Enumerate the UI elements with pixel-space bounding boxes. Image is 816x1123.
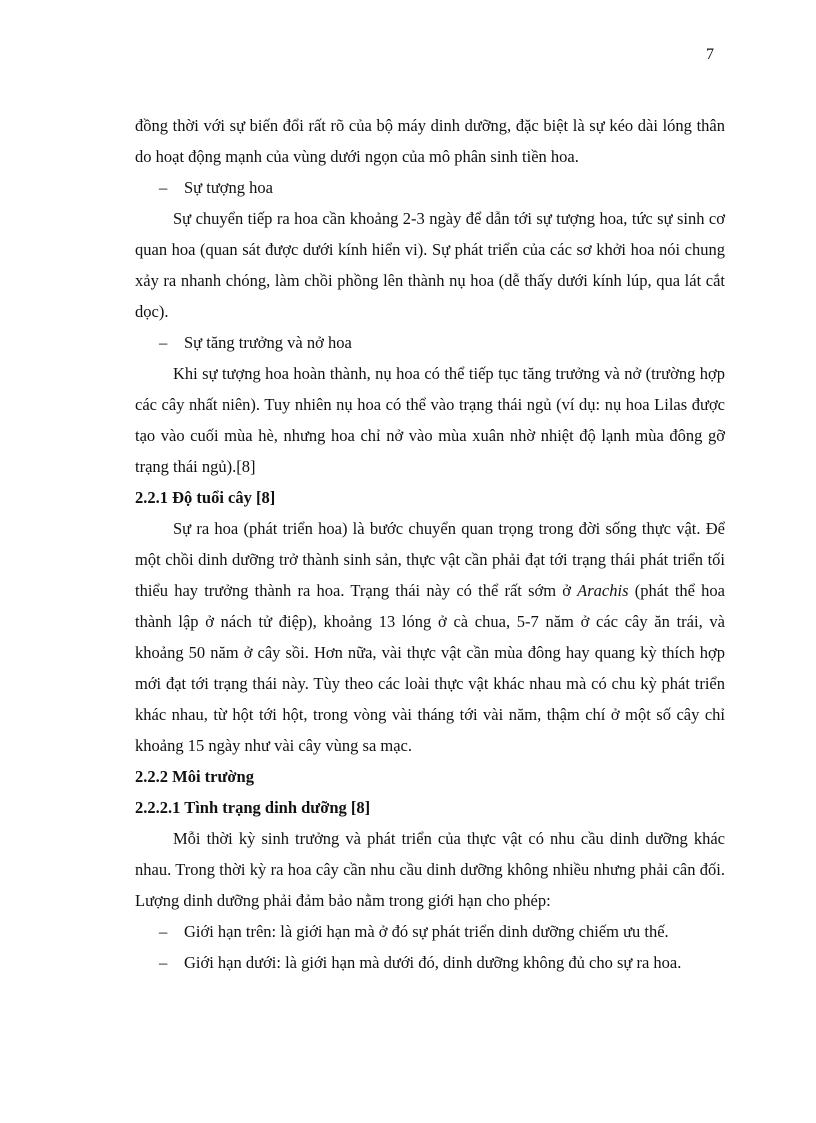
dash-bullet: – [159, 953, 168, 972]
bullet-text: Sự tượng hoa [184, 178, 273, 197]
subsection-heading: 2.2.2.1 Tình trạng dinh dưỡng [8] [135, 798, 371, 817]
bullet-text: Giới hạn trên: là giới hạn mà ở đó sự phát triển dinh dưỡng chiếm ưu thế. [184, 922, 669, 941]
dash-bullet: – [159, 333, 168, 352]
bullet-text: Giới hạn dưới: là giới hạn mà dưới đó, dinh dưỡng không đủ cho sự ra hoa. [184, 953, 682, 972]
paragraph: Khi sự tượng hoa hoàn thành, nụ hoa có thể tiếp tục tăng trưởng và nở (trường hợp các cây nhất niên). Tuy nhiên nụ hoa có thể vào trạng thái ngủ (ví dụ: nụ hoa Lilas được tạo vào cuối mùa hè, nhưng hoa chỉ nở vào mùa xuân nhờ nhiệt độ lạnh mùa đông gỡ trạng thái ngủ).[8] [135, 364, 725, 476]
paragraph-continuation: đồng thời với sự biến đổi rất rõ của bộ máy dinh dưỡng, đặc biệt là sự kéo dài lóng thân do hoạt động mạnh của vùng dưới ngọn của mô phân sinh tiền hoa. [135, 116, 725, 166]
bullet-item [135, 327, 725, 358]
paragraph-text: (phát thể hoa thành lập ở nách tử điệp), khoảng 13 lóng ở cà chua, 5-7 năm ở các cây ăn trái, và khoảng 50 năm ở cây sồi. Hơn nữa, vài thực vật cần mùa đông hay quang kỳ thích hợp mới đạt tới trạng thái này. Tùy theo các loài thực vật khác nhau mà có chu kỳ phát triển khác nhau, từ hột tới hột, trong vòng vài tháng tới vài năm, thậm chí ở một số cây chỉ khoảng 15 ngày như vài cây vùng sa mạc. [135, 581, 725, 755]
italic-term: Arachis [577, 581, 629, 600]
bullet-item [135, 172, 725, 203]
section-heading: 2.2.1 Độ tuổi cây [8] [135, 488, 276, 507]
section-heading: 2.2.2 Môi trường [135, 767, 254, 786]
bullet-item [135, 947, 725, 978]
page-number: 7 [706, 46, 714, 63]
paragraph: Mỗi thời kỳ sinh trưởng và phát triển của thực vật có nhu cầu dinh dưỡng khác nhau. Trong thời kỳ ra hoa cây cần nhu cầu dinh dưỡng không nhiều nhưng phải cân đối. Lượng dinh dưỡng phải đảm bảo nằm trong giới hạn cho phép: [135, 829, 725, 910]
page-content [135, 110, 725, 978]
paragraph: Sự chuyển tiếp ra hoa cần khoảng 2-3 ngày để dẫn tới sự tượng hoa, tức sự sinh cơ quan hoa (quan sát được dưới kính hiển vi). Sự phát triển của các sơ khởi hoa nói chung xảy ra nhanh chóng, làm chồi phồng lên thành nụ hoa (dễ thấy dưới kính lúp, qua lát cắt dọc). [135, 209, 725, 321]
paragraph-text: Sự ra hoa (phát triển hoa) là bước chuyển quan trọng trong đời sống thực vật. Để một chồi dinh dưỡng trở thành sinh sản, thực vật cần phải đạt tới trạng thái phát triển tối thiểu hay trưởng thành ra hoa. Trạng thái này có thể rất sớm ở [135, 519, 725, 600]
bullet-text: Sự tăng trưởng và nở hoa [184, 333, 352, 352]
dash-bullet: – [159, 178, 168, 197]
bullet-item [135, 916, 725, 947]
dash-bullet: – [159, 922, 168, 941]
paragraph [135, 513, 725, 761]
